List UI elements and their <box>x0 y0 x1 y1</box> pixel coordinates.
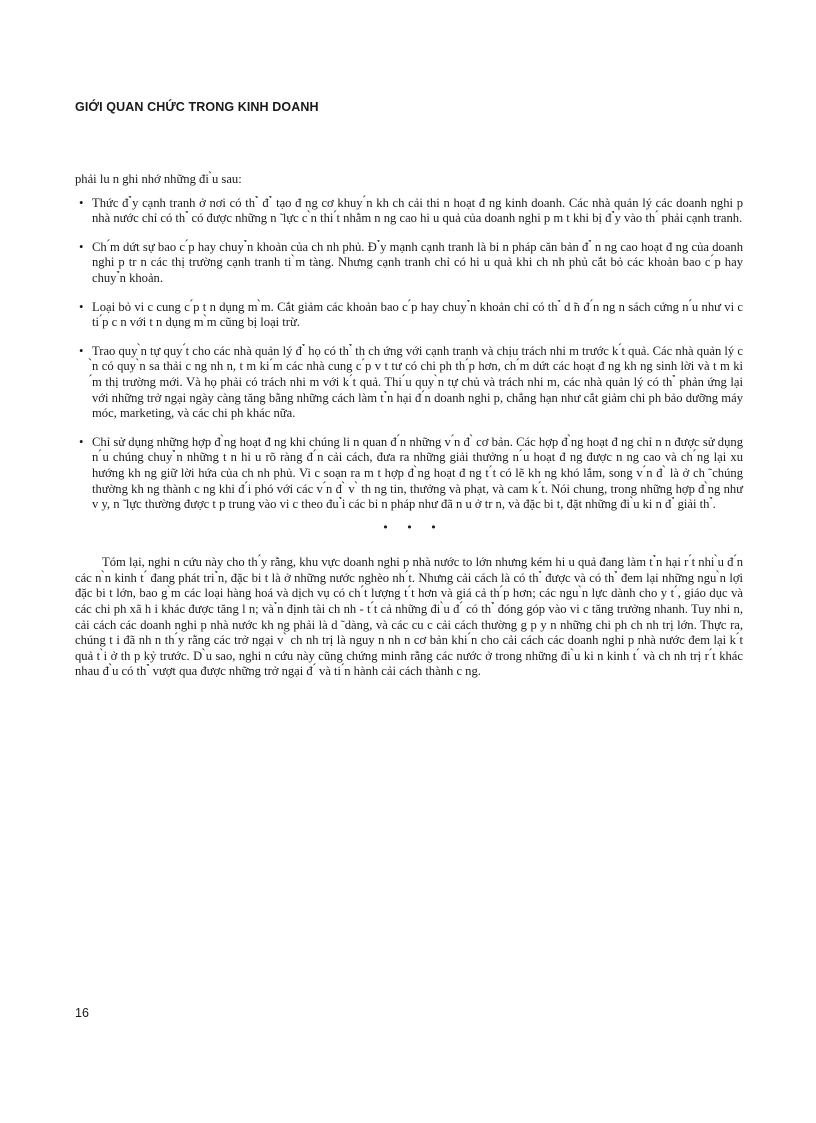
list-item-text: Ch ́m dứt sự bao c ́p hay chuy ̉n khoản của ch nh phủ. Đ ̉y mạnh cạnh tranh là bi n pháp căn bản đ ̉ n ng cao hoạt đ ng của doanh nghi p tr n các thị trường cạnh tranh ti ̀m tàng. Nhưng cạnh tranh chỉ có hi u quả khi ch nh phủ cắt bỏ các khoản bao c ́p hay chuy ̉n khoản. <box>92 239 743 285</box>
list-item-text: Thức đ ̉y cạnh tranh ở nơi có th ̉ đ ̉ tạo đ ng cơ khuy ́n kh ch cải thi n hoạt đ ng kinh doanh. Các nhà quản lý các doanh nghi p nhà nước chỉ có th ̉ có được những n ̃ lực c ̀n thi ́t nhằm n ng cao hi u quả của doanh nghi p m t khi bị đ ̉y vào th ́ phải cạnh tranh. <box>92 195 743 226</box>
list-item <box>75 300 743 331</box>
list-item <box>75 435 743 513</box>
running-header: GIỚI QUAN CHỨC TRONG KINH DOANH <box>75 100 319 114</box>
conclusion-paragraph: Tóm lại, nghi n cứu này cho th ́y rằng, khu vực doanh nghi p nhà nước to lớn nhưng kém hi u quả đang làm t ̉n hại r ́t nhi ̀u đ ́n các n ̀n kinh t ́ đang phát tri ̉n, đặc bi t là ở những nước nghèo nh ́t. Nhưng cải cách là có th ̉ được và có th ̉ đem lại những ngu ̀n lợi đặc bi t lớn, bao g ̀m các loại hàng hoá và dịch vụ có ch ́t lượng t ́t hơn và giá cả th ́p hơn; các ngu ̀n lực dành cho y t ́, giáo dục và các chi ph xã h i khác được tăng l n; và ̉n định tài ch nh - t ́t cả những đi ̀u đ ́ có th ̉ đóng góp vào vi c tăng trưởng nhanh. Tuy nhi n, cải cách các doanh nghi p nhà nước kh ng phải là d ̃ dàng, và các cu c cải cách thường g p y n những chi ph ch nh trị lớn. Thực ra, chúng t i đã nh n th ́y rằng các trở ngại v ̀ ch nh trị là nguy n nh n cơ bản khi ́n cho cải cách các doanh nghi p nhà nước đem lại k ́t quả t ̀i ở th p kỷ trước. D ̀u sao, nghi n cứu này cũng chứng minh rằng các nước ở trong những đi ̀u ki n kinh t ́ và ch nh trị r ́t khác nhau đ ̀u có th ̉ vượt qua được những trở ngại đ ́ và ti ́n hành cải cách thành c ng. <box>75 555 743 679</box>
list-item-text: Loại bỏ vi c cung c ́p t n dụng m ̀m. Cắt giảm các khoản bao c ́p hay chuy ̉n khoản chỉ có th ̉ d ̃n đ ́n ng n sách cứng n ́u như vi c ti ́p c n với t n dụng m ̀m cũng bị loại trừ. <box>92 299 743 330</box>
list-item <box>75 196 743 227</box>
bullet-icon: • <box>79 343 84 358</box>
list-item <box>75 344 743 422</box>
intro-line: phải lu n ghi nhớ những đi ̀u sau: <box>75 172 242 186</box>
bullet-icon: • <box>79 195 84 210</box>
bullet-icon: • <box>79 239 84 254</box>
list-item-text: Trao quy ̀n tự quy ́t cho các nhà quản lý đ ̉ họ có th ̉ th ch ứng với cạnh tranh và chịu trách nhi m trước k ́t quả. Các nhà quản lý c ̀n có quy ̀n sa thải c ng nh n, t m ki ́m các nhà cung c ́p v t tư có chi ph th ́p hơn, ch ́m dứt các hoạt đ ng kh ng sinh lời và t m ki ́m thị trường mới. Và họ phải có trách nhi m với k ́t quả. Thi ́u quy ̀n tự chủ và trách nhi m, các nhà quản lý có th ̉ phản ứng lại với những trở ngại ngày càng tăng bằng những cách làm t ̉n hại đ ́n doanh nghi p, chẳng hạn như cắt giảm chi ph bảo dưỡng máy móc, marketing, và các chi ph khác nữa. <box>92 343 743 421</box>
list-item-text: Chỉ sử dụng những hợp đ ̀ng hoạt đ ng khi chúng li n quan đ ́n những v ́n đ ̀ cơ bản. Các hợp đ ̀ng hoạt đ ng chỉ n n được sử dụng n ́u chúng chuy ̉n những t n hi u rõ ràng đ ́n cải cách, đưa ra những giải thưởng n ́u hoạt đ ng được n ng cao và ch ́ng lại xu hướng kh ng giữ lời hứa của ch nh phủ. Vi c soạn ra m t hợp đ ̀ng hoạt đ ng t ́t có lẽ kh ng khó lắm, song v ́n đ ̀ là ở ch ̃ chúng thường kh ng thành c ng khi đ ́i phó với các v ́n đ ̀ v ̀ th ng tin, thưởng và phạt, và cam k ́t. Nói chung, trong những hợp đ ̀ng như v y, n ̃ lực thường được t p trung vào vi c theo đu ̉i các bi n pháp như đã n u ở tr n, và đặc bi t, đặt những đi ̀u ki n đ ̉ giải th ̉. <box>92 434 743 512</box>
list-item <box>75 240 743 287</box>
page-body <box>75 172 743 680</box>
bullet-icon: • <box>79 434 84 449</box>
bullet-icon: • <box>79 299 84 314</box>
page-number: 16 <box>75 1006 89 1020</box>
section-separator: • • • <box>382 520 444 534</box>
recommendation-list <box>75 196 743 513</box>
